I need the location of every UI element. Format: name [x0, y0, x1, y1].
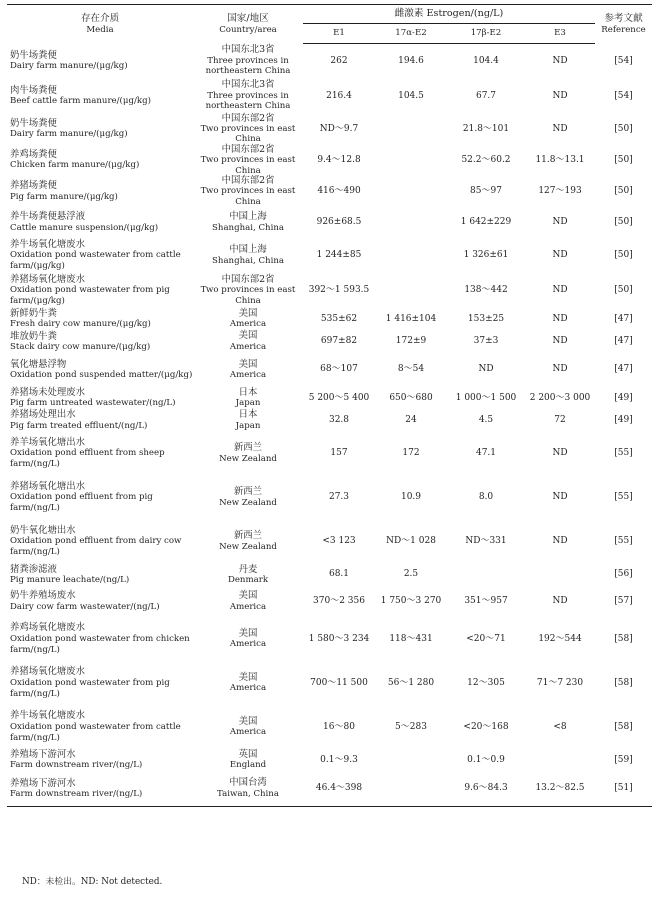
- cell-media: [7, 520, 193, 564]
- country-zh: 中国东部2省: [221, 143, 275, 155]
- cell-country: [193, 409, 303, 431]
- media-en: Pig farm manure/(μg/kg): [10, 191, 118, 202]
- cell-17b-e2: 104.4: [473, 55, 499, 66]
- cell-e3: 71～7 230: [536, 677, 584, 688]
- cell-e1: 9.4～12.8: [317, 154, 361, 165]
- media-zh: 养牛场氧化塘废水: [10, 238, 86, 250]
- country-en: Shanghai, China: [212, 255, 284, 266]
- cell-17b-e2: <20～71: [466, 633, 506, 644]
- cell-e1: 157: [330, 448, 348, 459]
- media-zh: 氧化塘悬浮物: [10, 358, 67, 370]
- country-zh: 新西兰: [233, 530, 263, 542]
- media-zh: 堆放奶牛粪: [10, 330, 57, 342]
- media-en: Oxidation pond wastewater from pig farm/(μg/kg): [10, 285, 170, 307]
- media-zh: 养猪场未处理废水: [10, 386, 86, 398]
- media-zh: 养牛场粪便悬浮液: [10, 211, 86, 223]
- cell-e1: 5 200～5 400: [308, 392, 370, 403]
- media-en: Farm downstream river/(ng/L): [10, 760, 143, 771]
- cell-e1: 926±68.5: [316, 217, 362, 228]
- cell-e3: ND: [552, 448, 568, 459]
- country-en: Three provinces in northeastern China: [205, 90, 291, 112]
- cell-e3: 192～544: [538, 633, 582, 644]
- table-row: [7, 273, 652, 308]
- cell-country: [193, 308, 303, 330]
- cell-country: [193, 705, 303, 749]
- country-en: New Zealand: [219, 541, 277, 552]
- media-zh: 养鸡场粪便: [10, 149, 57, 161]
- cell-17b-e2: 1 000～1 500: [455, 392, 517, 403]
- cell-media: [7, 705, 193, 749]
- country-zh: 丹麦: [238, 563, 258, 575]
- table-header: [7, 5, 652, 44]
- country-zh: 美国: [238, 358, 258, 370]
- cell-17b-e2: 67.7: [475, 90, 497, 101]
- media-en: Oxidation pond wastewater from cattle farm/(ng/L): [10, 721, 181, 743]
- cell-country: [193, 617, 303, 661]
- country-en: Japan: [235, 398, 261, 409]
- cell-17b-e2: 351～957: [464, 596, 508, 607]
- cell-e3: [525, 564, 595, 586]
- cell-media: [7, 564, 193, 586]
- cell-e3: 127～193: [538, 186, 582, 197]
- cell-e3: ND: [552, 285, 568, 296]
- cell-17a-e2: 650～680: [389, 392, 433, 403]
- cell-e1: 535±62: [320, 313, 358, 324]
- table-row: [7, 772, 652, 807]
- cell-media: [7, 273, 193, 308]
- country-en: New Zealand: [219, 497, 277, 508]
- media-en: Oxidation pond effluent from dairy cow farm/(ng/L): [10, 536, 182, 558]
- cell-media: [7, 145, 193, 176]
- media-en: Farm downstream river/(ng/L): [10, 788, 143, 799]
- cell-e1: 370～2 356: [313, 596, 365, 607]
- table-row: [7, 409, 652, 431]
- cell-media: [7, 331, 193, 353]
- header-e1: E1: [303, 24, 375, 44]
- table-row: [7, 145, 652, 176]
- table-row: [7, 432, 652, 476]
- cell-e1: 46.4～398: [303, 772, 375, 807]
- cell-e1: 1 244±85: [316, 250, 362, 261]
- table-row: [7, 353, 652, 387]
- cell-e3: ND: [552, 217, 568, 228]
- country-zh: 美国: [238, 671, 258, 683]
- table-row: [7, 79, 652, 114]
- cell-17a-e2: 1 416±104: [385, 313, 437, 324]
- cell-e1: 416～490: [317, 186, 361, 197]
- country-en: Three provinces in northeastern China: [205, 55, 291, 77]
- media-en: Pig manure leachate/(ng/L): [10, 574, 130, 585]
- country-en: America: [229, 319, 267, 330]
- country-en: Shanghai, China: [212, 222, 284, 233]
- table-row: [7, 308, 652, 330]
- media-zh: 养猪场氧化塘出水: [10, 480, 86, 492]
- cell-e1: 392～1 593.5: [308, 285, 370, 296]
- cell-e1: 68.1: [328, 569, 350, 580]
- cell-e1: 697±82: [320, 336, 358, 347]
- cell-reference: [50]: [614, 217, 633, 228]
- table-row: [7, 331, 652, 353]
- header-e3: E3: [525, 24, 595, 44]
- media-zh: 养猪场氧化塘废水: [10, 666, 86, 678]
- table-row: [7, 617, 652, 661]
- cell-e1: 700～11 500: [310, 677, 368, 688]
- cell-reference: [50]: [614, 123, 633, 134]
- table-row: [7, 114, 652, 145]
- cell-17b-e2: 9.6～84.3: [447, 772, 525, 807]
- table-row: [7, 586, 652, 617]
- cell-media: [7, 586, 193, 617]
- media-en: Oxidation pond wastewater from chicken farm/(ng/L): [10, 633, 190, 655]
- cell-reference: [49]: [614, 415, 633, 426]
- header-17a-e2: 17α-E2: [375, 24, 447, 44]
- cell-country: [193, 772, 303, 807]
- cell-e1: <3 123: [322, 536, 356, 547]
- cell-media: [7, 617, 193, 661]
- media-zh: 养羊场氧化塘出水: [10, 436, 86, 448]
- cell-e3: ND: [552, 536, 568, 547]
- cell-17a-e2: ND～1 028: [386, 536, 436, 547]
- cell-reference: [49]: [614, 392, 633, 403]
- cell-e1: 216.4: [326, 90, 352, 101]
- country-en: England: [229, 760, 267, 771]
- cell-17b-e2: 4.5: [478, 415, 494, 426]
- cell-17b-e2: 1 642±229: [460, 217, 512, 228]
- cell-reference: [47]: [614, 313, 633, 324]
- media-zh: 奶牛氧化塘出水: [10, 524, 76, 536]
- cell-e1: 1 580～3 234: [308, 633, 370, 644]
- media-en: Fresh dairy cow manure/(μg/kg): [10, 319, 151, 330]
- cell-media: [7, 661, 193, 705]
- cell-country: [193, 476, 303, 520]
- data-table-container: [7, 4, 652, 807]
- cell-17a-e2: [375, 176, 447, 207]
- country-en: Two provinces in east China: [200, 155, 296, 176]
- cell-country: [193, 176, 303, 207]
- country-en: Japan: [235, 420, 261, 431]
- country-zh: 中国东部2省: [221, 174, 275, 186]
- cell-media: [7, 308, 193, 330]
- cell-17a-e2: [375, 273, 447, 308]
- cell-e3: ND: [552, 336, 568, 347]
- cell-17b-e2: 138～442: [464, 285, 508, 296]
- cell-17a-e2: 8～54: [397, 364, 425, 375]
- cell-e3: [525, 749, 595, 771]
- media-en: Oxidation pond wastewater from cattle farm/(μg/kg): [10, 250, 181, 272]
- cell-17a-e2: 24: [405, 415, 417, 426]
- media-en: Dairy farm manure/(μg/kg): [10, 129, 128, 140]
- country-zh: 日本: [238, 386, 258, 398]
- media-en: Beef cattle farm manure/(μg/kg): [10, 96, 151, 106]
- cell-17b-e2: 0.1～0.9: [467, 754, 505, 765]
- cell-media: [7, 44, 193, 79]
- media-en: Pig farm treated effluent/(ng/L): [10, 420, 148, 431]
- country-zh: 英国: [238, 748, 258, 760]
- table-row: [7, 564, 652, 586]
- header-ref-en: Reference: [601, 24, 646, 35]
- cell-reference: [50]: [614, 250, 633, 261]
- cell-e3: 2 200～3 000: [529, 392, 591, 403]
- cell-reference: [58]: [614, 633, 633, 644]
- cell-media: [7, 387, 193, 409]
- cell-reference: [54]: [614, 90, 633, 101]
- cell-country: [193, 331, 303, 353]
- media-zh: 肉牛场粪便: [10, 84, 57, 96]
- cell-country: [193, 432, 303, 476]
- cell-e1: 68～107: [320, 364, 358, 375]
- cell-e1: ND～9.7: [319, 123, 359, 134]
- media-en: Oxidation pond effluent from pig farm/(ng/L): [10, 492, 153, 514]
- media-en: Pig farm untreated wastewater/(ng/L): [10, 398, 176, 409]
- cell-e3: 11.8～13.1: [535, 154, 585, 165]
- media-en: Cattle manure suspension/(μg/kg): [10, 222, 159, 233]
- cell-country: [193, 207, 303, 238]
- cell-country: [193, 44, 303, 79]
- cell-reference: [58]: [614, 721, 633, 732]
- cell-17a-e2: [375, 145, 447, 176]
- cell-17a-e2: 118～431: [389, 633, 433, 644]
- cell-media: [7, 749, 193, 771]
- cell-17a-e2: [375, 207, 447, 238]
- cell-e3: ND: [552, 55, 568, 66]
- media-en: Chicken farm manure/(μg/kg): [10, 160, 140, 171]
- cell-country: [193, 353, 303, 387]
- header-country: [193, 5, 303, 44]
- cell-reference: [54]: [614, 55, 633, 66]
- cell-reference: [56]: [614, 569, 633, 580]
- cell-17a-e2: 172: [402, 448, 420, 459]
- estrogen-table: [7, 4, 652, 807]
- cell-reference: [50]: [614, 186, 633, 197]
- media-zh: 养猪场氧化塘废水: [10, 273, 86, 285]
- header-estrogen: 雌激素 Estrogen/(ng/L): [303, 5, 595, 24]
- country-zh: 美国: [238, 330, 258, 342]
- cell-reference: [59]: [614, 754, 633, 765]
- table-row: [7, 476, 652, 520]
- country-en: America: [229, 683, 267, 694]
- cell-country: [193, 661, 303, 705]
- table-row: [7, 44, 652, 79]
- cell-reference: [55]: [614, 448, 633, 459]
- header-country-en: Country/area: [219, 24, 277, 35]
- media-zh: 新鲜奶牛粪: [10, 308, 57, 320]
- table-row: [7, 520, 652, 564]
- cell-reference: [58]: [614, 677, 633, 688]
- table-row: [7, 387, 652, 409]
- country-zh: 美国: [238, 627, 258, 639]
- cell-17b-e2: [447, 564, 525, 586]
- header-reference: [595, 5, 652, 44]
- cell-17b-e2: 52.2～60.2: [461, 154, 511, 165]
- cell-country: [193, 387, 303, 409]
- cell-country: [193, 145, 303, 176]
- country-zh: 日本: [238, 409, 258, 421]
- cell-media: [7, 114, 193, 145]
- media-zh: 养猪场粪便: [10, 180, 57, 192]
- country-en: Taiwan, China: [217, 788, 279, 799]
- cell-media: [7, 353, 193, 387]
- country-en: America: [229, 601, 267, 612]
- cell-17a-e2: 1 750～3 270: [380, 596, 442, 607]
- header-media-zh: 存在介质: [80, 12, 120, 24]
- header-media: [7, 5, 193, 44]
- table-row: [7, 661, 652, 705]
- country-zh: 中国上海: [229, 244, 267, 256]
- table-row: [7, 749, 652, 771]
- cell-country: [193, 79, 303, 114]
- cell-17a-e2: [375, 238, 447, 273]
- media-zh: 养殖场下游河水: [10, 749, 76, 761]
- country-en: America: [229, 639, 267, 650]
- cell-e3: ND: [552, 364, 568, 375]
- cell-media: [7, 207, 193, 238]
- media-zh: 奶牛场粪便: [10, 49, 57, 61]
- cell-reference: [47]: [614, 336, 633, 347]
- cell-e3: ND: [552, 123, 568, 134]
- cell-17a-e2: 104.5: [398, 90, 424, 101]
- table-row: [7, 705, 652, 749]
- cell-e3: <8: [553, 721, 567, 732]
- table-row: [7, 238, 652, 273]
- media-zh: 养殖场下游河水: [10, 777, 76, 789]
- header-media-en: Media: [86, 24, 114, 35]
- cell-17a-e2: [375, 772, 447, 807]
- country-zh: 美国: [238, 715, 258, 727]
- cell-17b-e2: <20～168: [463, 721, 509, 732]
- header-country-zh: 国家/地区: [227, 12, 269, 24]
- cell-17b-e2: 8.0: [478, 492, 494, 503]
- country-zh: 中国东部2省: [221, 112, 275, 124]
- cell-e3: 13.2～82.5: [525, 772, 595, 807]
- media-zh: 养猪场处理出水: [10, 409, 76, 421]
- cell-reference: [50]: [614, 154, 633, 165]
- cell-17a-e2: 172±9: [395, 336, 427, 347]
- cell-country: [193, 749, 303, 771]
- country-zh: 中国东北3省: [221, 44, 275, 56]
- cell-e3: ND: [552, 250, 568, 261]
- country-zh: 美国: [238, 307, 258, 319]
- country-zh: 中国上海: [229, 211, 267, 223]
- cell-media: [7, 409, 193, 431]
- country-en: Denmark: [227, 574, 269, 585]
- cell-17b-e2: 12～305: [467, 677, 505, 688]
- cell-country: [193, 520, 303, 564]
- cell-17b-e2: 21.8～101: [462, 123, 510, 134]
- header-17b-e2: 17β-E2: [447, 24, 525, 44]
- cell-media: [7, 432, 193, 476]
- cell-e1: 262: [330, 55, 348, 66]
- cell-media: [7, 79, 193, 114]
- cell-e3: ND: [552, 596, 568, 607]
- cell-e1: 16～80: [323, 721, 355, 732]
- cell-17a-e2: [375, 749, 447, 771]
- country-en: Two provinces in east China: [200, 123, 296, 145]
- media-en: Dairy farm manure/(μg/kg): [10, 61, 128, 71]
- media-zh: 奶牛场粪便: [10, 117, 57, 129]
- cell-17b-e2: 37±3: [473, 336, 499, 347]
- country-en: America: [229, 727, 267, 738]
- table-row: [7, 176, 652, 207]
- media-en: Oxidation pond effluent from sheep farm/(ng/L): [10, 448, 165, 470]
- cell-media: [7, 772, 193, 807]
- cell-country: [193, 564, 303, 586]
- cell-e3: 72: [554, 415, 566, 426]
- cell-reference: [55]: [614, 536, 633, 547]
- cell-17a-e2: [375, 114, 447, 145]
- media-en: Oxidation pond suspended matter/(μg/kg): [10, 369, 193, 380]
- cell-reference: [47]: [614, 364, 633, 375]
- cell-17a-e2: 10.9: [400, 492, 422, 503]
- cell-17b-e2: ND: [478, 364, 494, 375]
- cell-e3: ND: [552, 90, 568, 101]
- media-zh: 养鸡场氧化塘废水: [10, 622, 86, 634]
- cell-country: [193, 273, 303, 308]
- media-en: Stack dairy cow manure/(μg/kg): [10, 341, 151, 352]
- cell-reference: [50]: [614, 285, 633, 296]
- country-en: Two provinces in east China: [200, 285, 296, 306]
- media-zh: 养牛场氧化塘废水: [10, 710, 86, 722]
- table-row: [7, 207, 652, 238]
- cell-e1: 0.1～9.3: [320, 754, 358, 765]
- footnote: ND：未检出。ND: Not detected.: [22, 877, 163, 887]
- cell-17a-e2: 194.6: [398, 55, 424, 66]
- cell-country: [193, 586, 303, 617]
- cell-e1: 27.3: [328, 492, 350, 503]
- header-ref-zh: 参考文献: [604, 12, 643, 24]
- country-zh: 中国东部2省: [221, 274, 275, 286]
- media-en: Dairy cow farm wastewater/(ng/L): [10, 601, 160, 612]
- cell-reference: [51]: [595, 772, 652, 807]
- country-en: New Zealand: [219, 453, 277, 464]
- cell-reference: [57]: [614, 596, 633, 607]
- cell-17b-e2: 85～97: [470, 186, 502, 197]
- media-en: Oxidation pond wastewater from pig farm/(ng/L): [10, 677, 170, 699]
- country-zh: 新西兰: [233, 486, 263, 498]
- cell-reference: [55]: [614, 492, 633, 503]
- cell-media: [7, 176, 193, 207]
- country-en: Two provinces in east China: [200, 186, 296, 207]
- country-en: America: [229, 369, 267, 380]
- cell-17a-e2: 2.5: [403, 569, 419, 580]
- cell-e3: ND: [552, 492, 568, 503]
- cell-17b-e2: ND～331: [465, 536, 507, 547]
- media-zh: 奶牛养殖场废水: [10, 590, 76, 602]
- cell-e1: 32.8: [328, 415, 350, 426]
- cell-17b-e2: 1 326±61: [463, 250, 509, 261]
- country-zh: 新西兰: [233, 442, 263, 454]
- cell-media: [7, 476, 193, 520]
- cell-17b-e2: 153±25: [467, 313, 505, 324]
- cell-17b-e2: 47.1: [475, 448, 497, 459]
- cell-media: [7, 238, 193, 273]
- country-zh: 中国东北3省: [221, 79, 275, 91]
- country-en: America: [229, 341, 267, 352]
- cell-17a-e2: 5～283: [395, 721, 427, 732]
- cell-e3: ND: [552, 313, 568, 324]
- country-zh: 美国: [238, 590, 258, 602]
- country-zh: 中国台湾: [229, 777, 267, 789]
- media-zh: 猪粪渗滤液: [10, 563, 57, 575]
- cell-country: [193, 238, 303, 273]
- table-body: [7, 44, 652, 807]
- cell-17a-e2: 56～1 280: [387, 677, 435, 688]
- cell-country: [193, 114, 303, 145]
